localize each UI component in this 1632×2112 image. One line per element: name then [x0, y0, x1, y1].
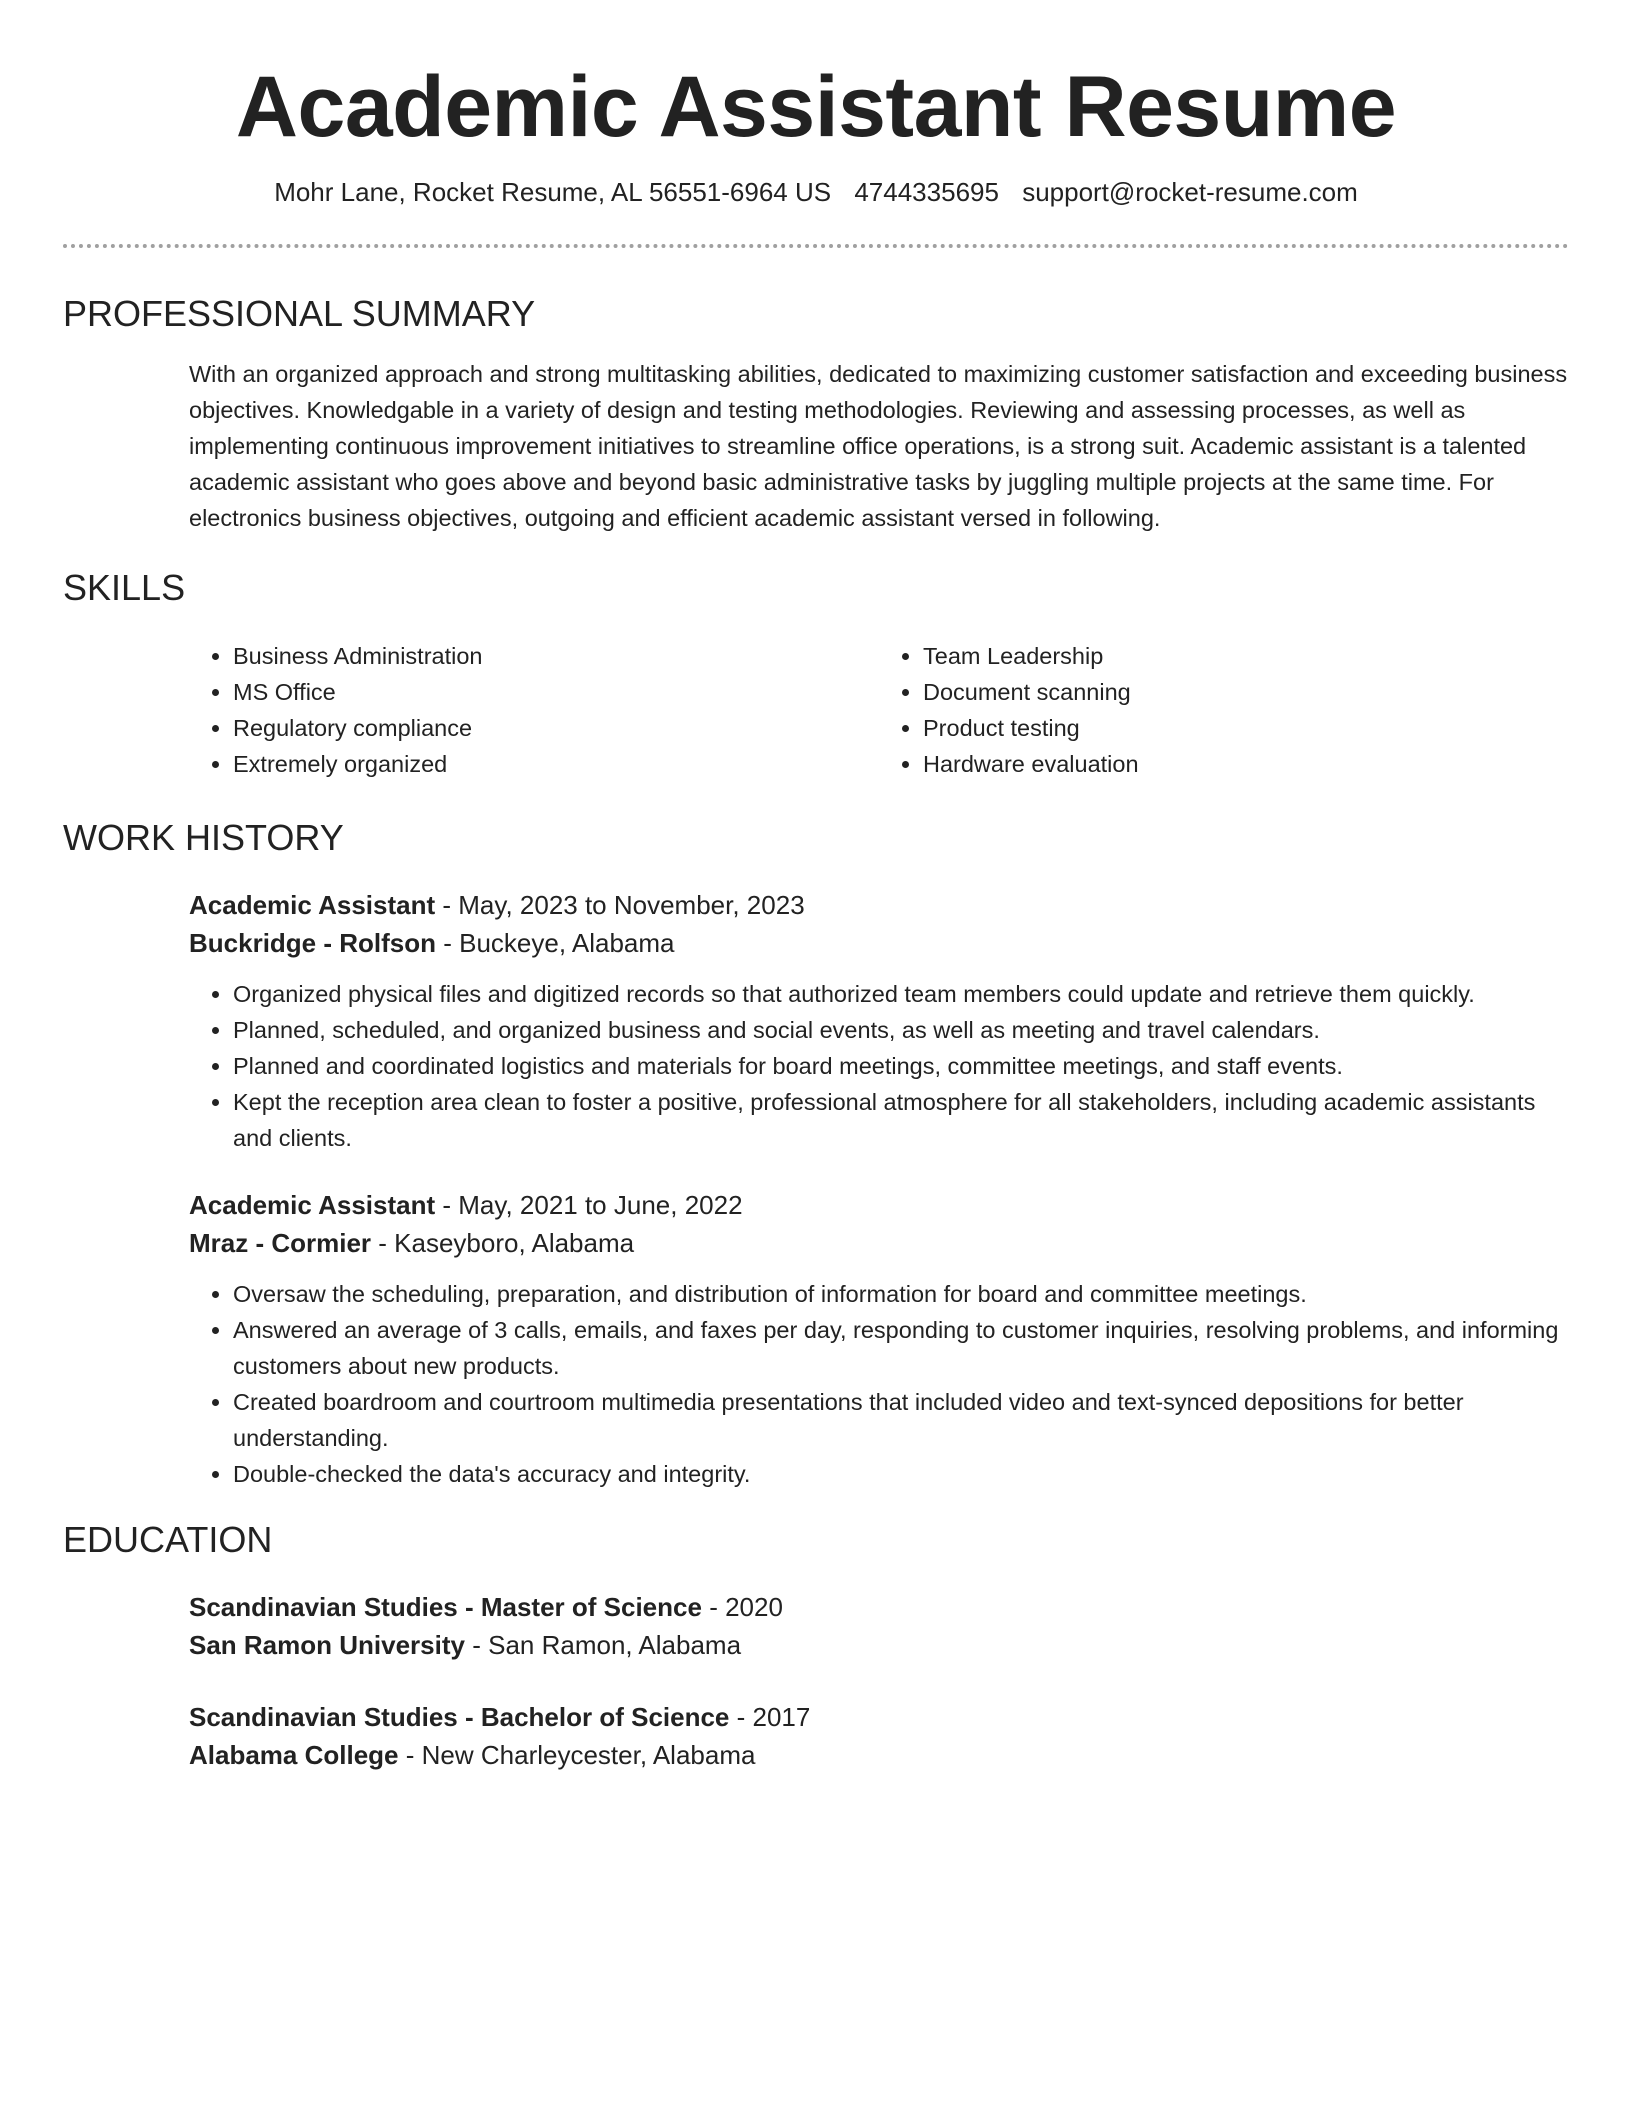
job-entry	[63, 1186, 1569, 1492]
education-degree-line	[189, 1698, 1569, 1736]
address: Mohr Lane, Rocket Resume, AL 56551-6964 US	[274, 177, 832, 207]
email: support@rocket-resume.com	[1022, 177, 1358, 207]
education-school-line	[189, 1736, 1569, 1774]
skill-item: • Extremely organized	[233, 746, 879, 782]
education-heading: EDUCATION	[63, 1519, 273, 1560]
job-company-line	[189, 1224, 1569, 1262]
summary-section	[63, 356, 1569, 536]
job-bullet: • Planned and coordinated logistics and materials for board meetings, committee meetings, and staff events.	[233, 1048, 1569, 1084]
job-company: Mraz - Cormier	[189, 1228, 372, 1258]
job-position: Academic Assistant	[189, 890, 436, 920]
resume-title: Academic Assistant Resume	[235, 59, 1397, 155]
education-school-line	[189, 1626, 1569, 1664]
education-year: - 2017	[736, 1702, 811, 1732]
job-dates: - May, 2023 to November, 2023	[442, 890, 805, 920]
skill-item: • MS Office	[233, 674, 879, 710]
job-company: Buckridge - Rolfson	[189, 928, 437, 958]
job-bullet: • Oversaw the scheduling, preparation, and distribution of information for board and committee meetings.	[233, 1276, 1569, 1312]
skill-item: • Regulatory compliance	[233, 710, 879, 746]
education-location: - San Ramon, Alabama	[472, 1630, 742, 1660]
job-bullet: • Created boardroom and courtroom multimedia presentations that included video and text-synced depositions for better understanding.	[233, 1384, 1569, 1456]
job-entry	[63, 886, 1569, 1156]
job-company-line	[189, 924, 1569, 962]
job-location: - Buckeye, Alabama	[443, 928, 675, 958]
job-bullet: • Answered an average of 3 calls, emails, and faxes per day, responding to customer inquiries, resolving problems, and informing customers about new products.	[233, 1312, 1569, 1384]
phone: 4744335695	[854, 177, 999, 207]
job-position: Academic Assistant	[189, 1190, 436, 1220]
skills-left-list	[189, 638, 879, 782]
job-bullets	[189, 1276, 1569, 1492]
job-bullets	[189, 976, 1569, 1156]
job-bullet: • Kept the reception area clean to foster a positive, professional atmosphere for all stakeholders, including academic assistants and clients.	[233, 1084, 1569, 1156]
work-heading: WORK HISTORY	[63, 817, 344, 858]
education-degree-line	[189, 1588, 1569, 1626]
job-title-line	[189, 1186, 1569, 1224]
skills-right-list	[879, 638, 1569, 782]
contact-line	[63, 174, 1569, 210]
job-title-line	[189, 886, 1569, 924]
job-dates: - May, 2021 to June, 2022	[442, 1190, 743, 1220]
education-degree: Scandinavian Studies - Master of Science	[189, 1592, 702, 1622]
skill-item: • Hardware evaluation	[923, 746, 1569, 782]
summary-text: With an organized approach and strong multitasking abilities, dedicated to maximizing customer satisfaction and exceeding business objectives. Knowledgable in a variety of design and testing methodologies. Reviewing and assessing processes, as well as implementing continuous improvement initiatives to streamline office operations, is a strong suit. Academic assistant is a talented academic assistant who goes above and beyond basic administrative tasks by juggling multiple projects at the same time. For electronics business objectives, outgoing and efficient academic assistant versed in following.	[189, 361, 1568, 531]
job-bullet: • Organized physical files and digitized records so that authorized team members could update and retrieve them quickly.	[233, 976, 1569, 1012]
skill-item: • Document scanning	[923, 674, 1569, 710]
skill-item: • Product testing	[923, 710, 1569, 746]
skills-section	[63, 638, 1569, 782]
job-location: - Kaseyboro, Alabama	[378, 1228, 635, 1258]
summary-heading: PROFESSIONAL SUMMARY	[63, 293, 536, 334]
header-divider	[63, 244, 1569, 248]
education-school: Alabama College	[189, 1740, 399, 1770]
education-entry	[63, 1698, 1569, 1774]
job-bullet: • Double-checked the data's accuracy and integrity.	[233, 1456, 1569, 1492]
education-year: - 2020	[709, 1592, 783, 1622]
education-location: - New Charleycester, Alabama	[405, 1740, 756, 1770]
skills-heading: SKILLS	[63, 567, 186, 608]
job-bullet: • Planned, scheduled, and organized business and social events, as well as meeting and travel calendars.	[233, 1012, 1569, 1048]
education-school: San Ramon University	[189, 1630, 465, 1660]
education-entry	[63, 1588, 1569, 1664]
education-degree: Scandinavian Studies - Bachelor of Science	[189, 1702, 730, 1732]
skill-item: • Team Leadership	[923, 638, 1569, 674]
skill-item: • Business Administration	[233, 638, 879, 674]
